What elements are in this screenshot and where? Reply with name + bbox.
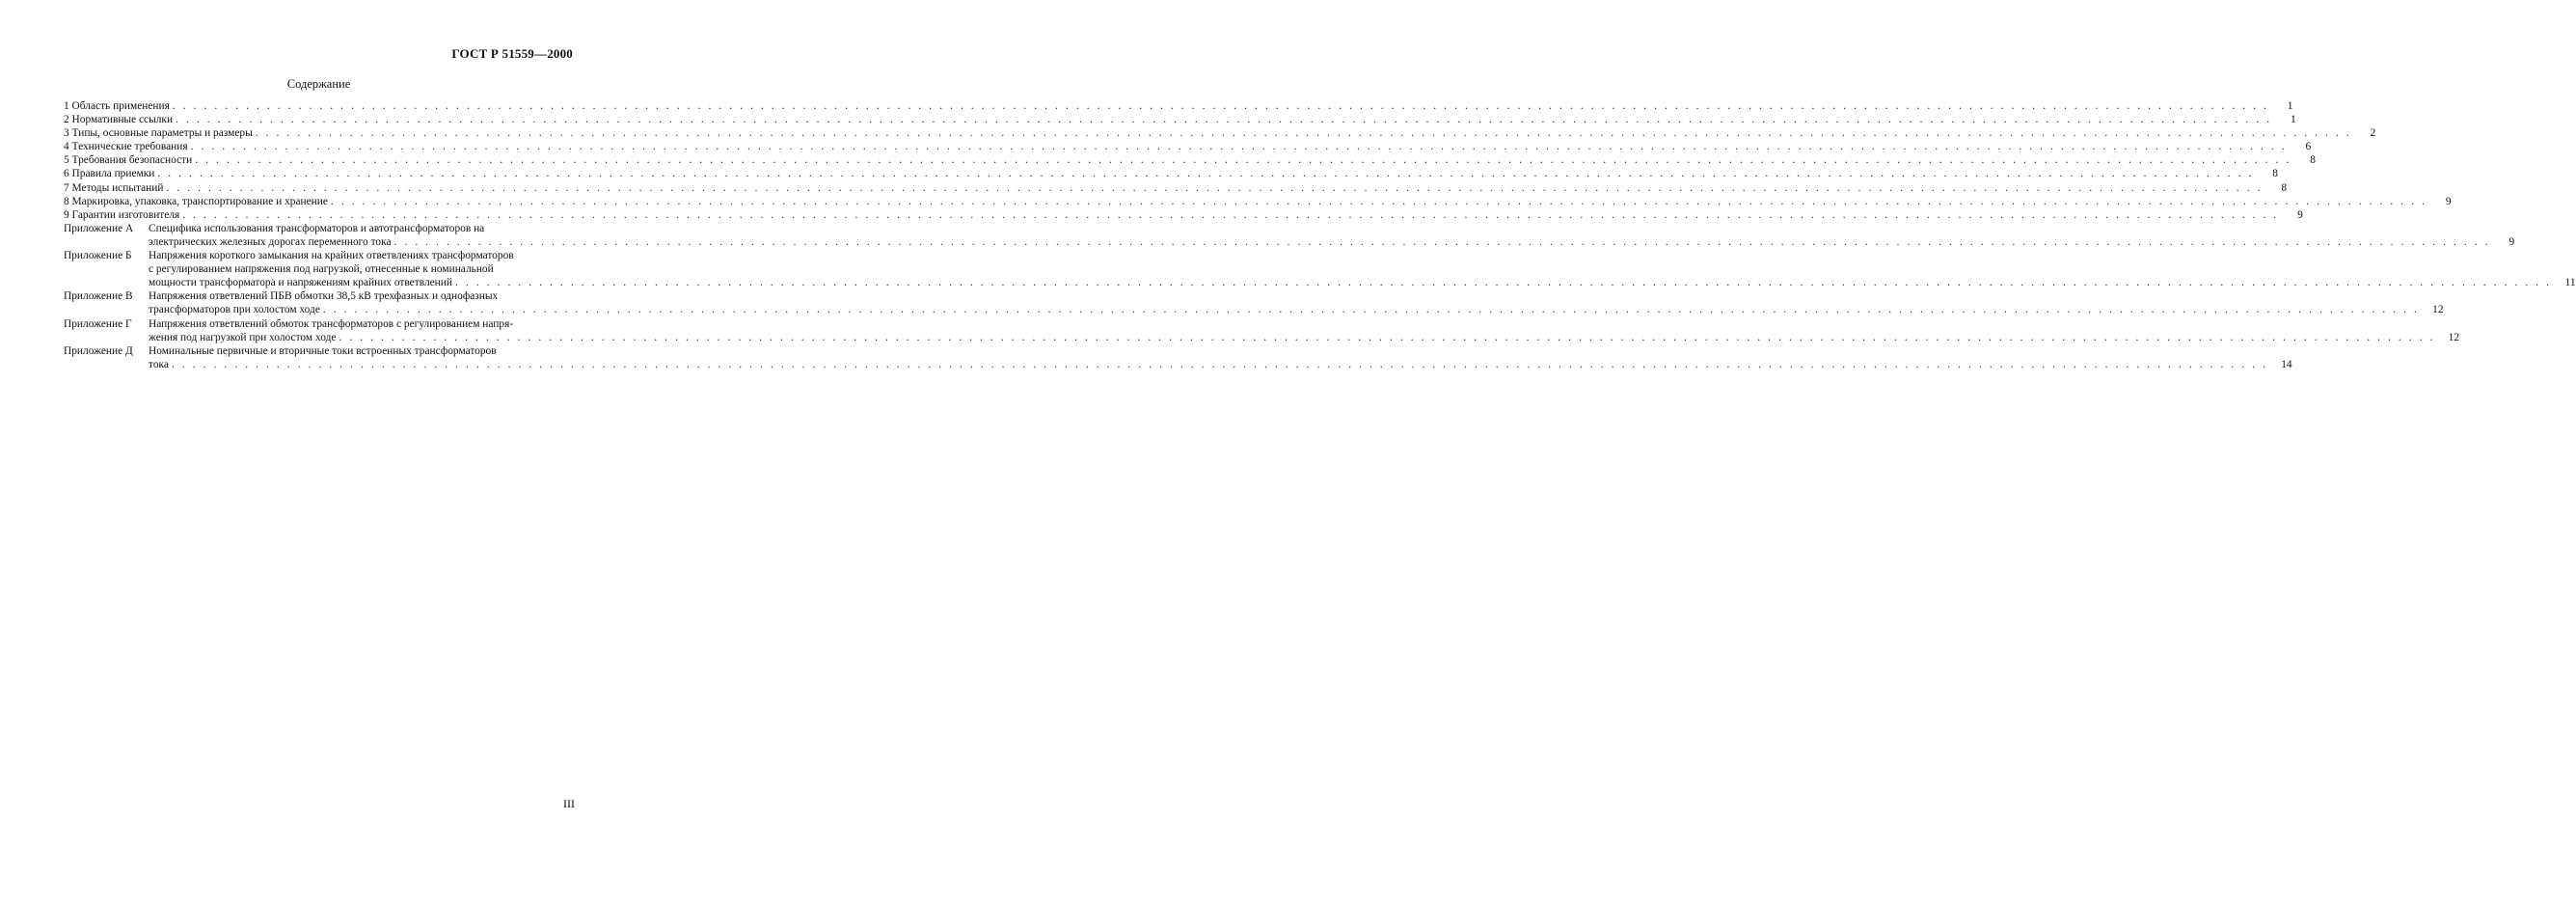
toc-page-number: 8 bbox=[2281, 181, 2288, 194]
dot-leader: . . . . . . . . . . . . . . . . . . . . . . . . . . . . . . . . . . . . . . . . . . . . . . . . . . . . . . . . . . . . . . . . . . . . . . . . . . . . . . . . . . . . . . . . . . . . . . . . . . . . . . . . . . . . . . . . . . . . . . . . . . . . . . . . . . . . . . . . . . . . . . . . . . . . . . . . . . . . . . . . . . . . . . . . . . . . . . . . . . . . . . . . . . . . . . . . . . . . . . . . bbox=[195, 154, 2291, 167]
toc-sections bbox=[64, 99, 2452, 222]
appendix-title bbox=[149, 317, 2459, 344]
toc-page-number: 6 bbox=[2305, 141, 2312, 153]
toc-line bbox=[149, 262, 2576, 276]
toc-page-number: 2 bbox=[2370, 127, 2376, 140]
toc-page-number: 8 bbox=[2272, 168, 2278, 180]
toc-section-entry bbox=[64, 113, 2296, 126]
toc-page-number: 14 bbox=[2281, 358, 2292, 370]
toc-entry-text: Напряжения ответвлений обмоток трансформаторов с регулированием напря- bbox=[149, 317, 514, 330]
standard-code: ГОСТ Р 51559—2000 bbox=[451, 46, 573, 61]
toc-title: Содержание bbox=[286, 77, 351, 91]
toc-entry-text: электрических железных дорогах переменного тока bbox=[149, 235, 392, 248]
toc-page-number: 9 bbox=[2445, 195, 2452, 207]
toc-appendices bbox=[64, 222, 2576, 371]
toc-entry-text: 5 Требования безопасности bbox=[64, 154, 193, 167]
appendix-label: Приложение Б bbox=[64, 250, 132, 262]
toc-entry-text: 4 Технические требования bbox=[64, 141, 188, 153]
toc-page-number: 8 bbox=[2310, 154, 2316, 167]
toc-entry-text: Напряжения ответвлений ПБВ обмотки 38,5 кВ трехфазных и однофазных bbox=[149, 290, 499, 303]
toc-line bbox=[149, 289, 2444, 303]
toc-line bbox=[64, 126, 2376, 140]
toc-page-number: 12 bbox=[2432, 304, 2444, 316]
toc-page-number: 1 bbox=[2287, 100, 2293, 112]
toc-section-entry bbox=[64, 208, 2303, 222]
toc-entry-text: трансформаторов при холостом ходе bbox=[149, 304, 320, 316]
appendix-title bbox=[149, 344, 2292, 371]
appendix-title bbox=[149, 249, 2576, 289]
toc-section-entry bbox=[64, 140, 2312, 153]
toc-page-number: 12 bbox=[2448, 331, 2460, 343]
dot-leader: . . . . . . . . . . . . . . . . . . . . . . . . . . . . . . . . . . . . . . . . . . . . . . . . . . . . . . . . . . . . . . . . . . . . . . . . . . . . . . . . . . . . . . . . . . . . . . . . . . . . . . . . . . . . . . . . . . . . . . . . . . . . . . . . . . . . . . . . . . . . . . . . . . . . . . . . . . . . . . . . . . . . . . . . . . . . . . . . . . . . . . . . . . . . . . . . . . . . . . . . bbox=[339, 331, 2436, 343]
toc-page-number: 11 bbox=[2564, 277, 2576, 289]
dot-leader: . . . . . . . . . . . . . . . . . . . . . . . . . . . . . . . . . . . . . . . . . . . . . . . . . . . . . . . . . . . . . . . . . . . . . . . . . . . . . . . . . . . . . . . . . . . . . . . . . . . . . . . . . . . . . . . . . . . . . . . . . . . . . . . . . . . . . . . . . . . . . . . . . . . . . . . . . . . . . . . . . . . . . . . . . . . . . . . . . . . . . . . . . . . . . . . . . . . . . . . . bbox=[176, 114, 2272, 126]
dot-leader: . . . . . . . . . . . . . . . . . . . . . . . . . . . . . . . . . . . . . . . . . . . . . . . . . . . . . . . . . . . . . . . . . . . . . . . . . . . . . . . . . . . . . . . . . . . . . . . . . . . . . . . . . . . . . . . . . . . . . . . . . . . . . . . . . . . . . . . . . . . . . . . . . . . . . . . . . . . . . . . . . . . . . . . . . . . . . . . . . . . . . . . . . . . . . . . . . . . . . . . . bbox=[255, 127, 2352, 140]
toc-appendix-entry bbox=[64, 344, 2292, 371]
dot-leader: . . . . . . . . . . . . . . . . . . . . . . . . . . . . . . . . . . . . . . . . . . . . . . . . . . . . . . . . . . . . . . . . . . . . . . . . . . . . . . . . . . . . . . . . . . . . . . . . . . . . . . . . . . . . . . . . . . . . . . . . . . . . . . . . . . . . . . . . . . . . . . . . . . . . . . . . . . . . . . . . . . . . . . . . . . . . . . . . . . . . . . . . . . . . . . . . . . . . . . . . bbox=[393, 235, 2491, 248]
toc-entry-text: 6 Правила приемки bbox=[64, 168, 155, 180]
toc-section-entry bbox=[64, 181, 2288, 195]
dot-leader: . . . . . . . . . . . . . . . . . . . . . . . . . . . . . . . . . . . . . . . . . . . . . . . . . . . . . . . . . . . . . . . . . . . . . . . . . . . . . . . . . . . . . . . . . . . . . . . . . . . . . . . . . . . . . . . . . . . . . . . . . . . . . . . . . . . . . . . . . . . . . . . . . . . . . . . . . . . . . . . . . . . . . . . . . . . . . . . . . . . . . . . . . . . . . . . . . . . . . . . . bbox=[190, 141, 2288, 153]
toc-entry-text: Напряжения короткого замыкания на крайних ответвлениях трансформаторов bbox=[149, 250, 514, 262]
toc-section-entry bbox=[64, 99, 2293, 113]
dot-leader: . . . . . . . . . . . . . . . . . . . . . . . . . . . . . . . . . . . . . . . . . . . . . . . . . . . . . . . . . . . . . . . . . . . . . . . . . . . . . . . . . . . . . . . . . . . . . . . . . . . . . . . . . . . . . . . . . . . . . . . . . . . . . . . . . . . . . . . . . . . . . . . . . . . . . . . . . . . . . . . . . . . . . . . . . . . . . . . . . . . . . . . . . . . . . . . . . . . . . . . . bbox=[171, 358, 2268, 370]
toc-page-number: 9 bbox=[2297, 208, 2303, 221]
toc-entry-text: жения под нагрузкой при холостом ходе bbox=[149, 331, 337, 343]
appendix-title bbox=[149, 289, 2444, 316]
dot-leader: . . . . . . . . . . . . . . . . . . . . . . . . . . . . . . . . . . . . . . . . . . . . . . . . . . . . . . . . . . . . . . . . . . . . . . . . . . . . . . . . . . . . . . . . . . . . . . . . . . . . . . . . . . . . . . . . . . . . . . . . . . . . . . . . . . . . . . . . . . . . . . . . . . . . . . . . . . . . . . . . . . . . . . . . . . . . . . . . . . . . . . . . . . . . . . . . . . . . . . . . bbox=[454, 277, 2552, 289]
toc-line bbox=[149, 331, 2459, 344]
toc-section-entry bbox=[64, 153, 2316, 167]
appendix-label: Приложение А bbox=[64, 222, 134, 234]
toc-appendix-entry bbox=[64, 289, 2444, 316]
toc-entry-text: тока bbox=[149, 358, 169, 370]
toc-entry-text: Специфика использования трансформаторов и автотрансформаторов на bbox=[149, 222, 485, 234]
toc-line bbox=[64, 181, 2288, 195]
toc-section-entry bbox=[64, 167, 2278, 180]
toc-line bbox=[149, 317, 2459, 331]
toc-entry-text: 3 Типы, основные параметры и размеры bbox=[64, 127, 253, 140]
dot-leader: . . . . . . . . . . . . . . . . . . . . . . . . . . . . . . . . . . . . . . . . . . . . . . . . . . . . . . . . . . . . . . . . . . . . . . . . . . . . . . . . . . . . . . . . . . . . . . . . . . . . . . . . . . . . . . . . . . . . . . . . . . . . . . . . . . . . . . . . . . . . . . . . . . . . . . . . . . . . . . . . . . . . . . . . . . . . . . . . . . . . . . . . . . . . . . . . . . . . . . . . bbox=[172, 100, 2269, 112]
toc-page-number: 9 bbox=[2508, 235, 2515, 248]
appendix-label: Приложение Д bbox=[64, 344, 133, 357]
toc-section-entry bbox=[64, 126, 2376, 140]
toc-line bbox=[64, 208, 2303, 222]
toc-line bbox=[149, 249, 2576, 262]
toc-appendix-entry bbox=[64, 317, 2460, 344]
appendix-label: Приложение Г bbox=[64, 317, 132, 330]
toc-entry-text: 7 Методы испытаний bbox=[64, 181, 164, 194]
dot-leader: . . . . . . . . . . . . . . . . . . . . . . . . . . . . . . . . . . . . . . . . . . . . . . . . . . . . . . . . . . . . . . . . . . . . . . . . . . . . . . . . . . . . . . . . . . . . . . . . . . . . . . . . . . . . . . . . . . . . . . . . . . . . . . . . . . . . . . . . . . . . . . . . . . . . . . . . . . . . . . . . . . . . . . . . . . . . . . . . . . . . . . . . . . . . . . . . . . . . . . . . bbox=[322, 304, 2420, 316]
toc-line bbox=[64, 167, 2278, 180]
toc-line bbox=[64, 140, 2312, 153]
toc-appendix-entry bbox=[64, 222, 2515, 249]
toc-entry-text: 2 Нормативные ссылки bbox=[64, 114, 174, 126]
dot-leader: . . . . . . . . . . . . . . . . . . . . . . . . . . . . . . . . . . . . . . . . . . . . . . . . . . . . . . . . . . . . . . . . . . . . . . . . . . . . . . . . . . . . . . . . . . . . . . . . . . . . . . . . . . . . . . . . . . . . . . . . . . . . . . . . . . . . . . . . . . . . . . . . . . . . . . . . . . . . . . . . . . . . . . . . . . . . . . . . . . . . . . . . . . . . . . . . . . . . . . . . bbox=[166, 181, 2264, 194]
appendix-title bbox=[149, 222, 2514, 249]
toc-line bbox=[64, 113, 2296, 126]
toc-line bbox=[149, 344, 2292, 358]
toc-line bbox=[64, 153, 2316, 167]
toc-line bbox=[149, 303, 2444, 316]
dot-leader: . . . . . . . . . . . . . . . . . . . . . . . . . . . . . . . . . . . . . . . . . . . . . . . . . . . . . . . . . . . . . . . . . . . . . . . . . . . . . . . . . . . . . . . . . . . . . . . . . . . . . . . . . . . . . . . . . . . . . . . . . . . . . . . . . . . . . . . . . . . . . . . . . . . . . . . . . . . . . . . . . . . . . . . . . . . . . . . . . . . . . . . . . . . . . . . . . . . . . . . . bbox=[330, 195, 2427, 207]
page-number: III bbox=[563, 797, 575, 810]
toc-entry-text: 8 Маркировка, упаковка, транспортирование и хранение bbox=[64, 195, 328, 207]
toc-appendix-entry bbox=[64, 249, 2576, 289]
toc-line bbox=[64, 99, 2293, 113]
dot-leader: . . . . . . . . . . . . . . . . . . . . . . . . . . . . . . . . . . . . . . . . . . . . . . . . . . . . . . . . . . . . . . . . . . . . . . . . . . . . . . . . . . . . . . . . . . . . . . . . . . . . . . . . . . . . . . . . . . . . . . . . . . . . . . . . . . . . . . . . . . . . . . . . . . . . . . . . . . . . . . . . . . . . . . . . . . . . . . . . . . . . . . . . . . . . . . . . . . . . . . . . bbox=[182, 208, 2279, 221]
dot-leader: . . . . . . . . . . . . . . . . . . . . . . . . . . . . . . . . . . . . . . . . . . . . . . . . . . . . . . . . . . . . . . . . . . . . . . . . . . . . . . . . . . . . . . . . . . . . . . . . . . . . . . . . . . . . . . . . . . . . . . . . . . . . . . . . . . . . . . . . . . . . . . . . . . . . . . . . . . . . . . . . . . . . . . . . . . . . . . . . . . . . . . . . . . . . . . . . . . . . . . . . bbox=[157, 168, 2254, 180]
toc-entry-text: мощности трансформатора и напряжениям крайних ответвлений bbox=[149, 277, 452, 289]
toc-entry-text: 1 Область применения bbox=[64, 100, 170, 112]
toc-line bbox=[149, 222, 2514, 235]
toc-section-entry bbox=[64, 195, 2452, 208]
appendix-label: Приложение В bbox=[64, 290, 133, 303]
table-of-contents bbox=[64, 99, 2576, 371]
toc-page-number: 1 bbox=[2290, 114, 2296, 126]
toc-entry-text: с регулированием напряжения под нагрузкой, отнесенные к номинальной bbox=[149, 263, 494, 276]
toc-line bbox=[149, 358, 2292, 371]
toc-entry-text: Номинальные первичные и вторичные токи встроенных трансформаторов bbox=[149, 344, 497, 357]
toc-line bbox=[149, 276, 2576, 289]
toc-line bbox=[149, 235, 2514, 249]
toc-entry-text: 9 Гарантии изготовителя bbox=[64, 208, 180, 221]
toc-line bbox=[64, 195, 2452, 208]
